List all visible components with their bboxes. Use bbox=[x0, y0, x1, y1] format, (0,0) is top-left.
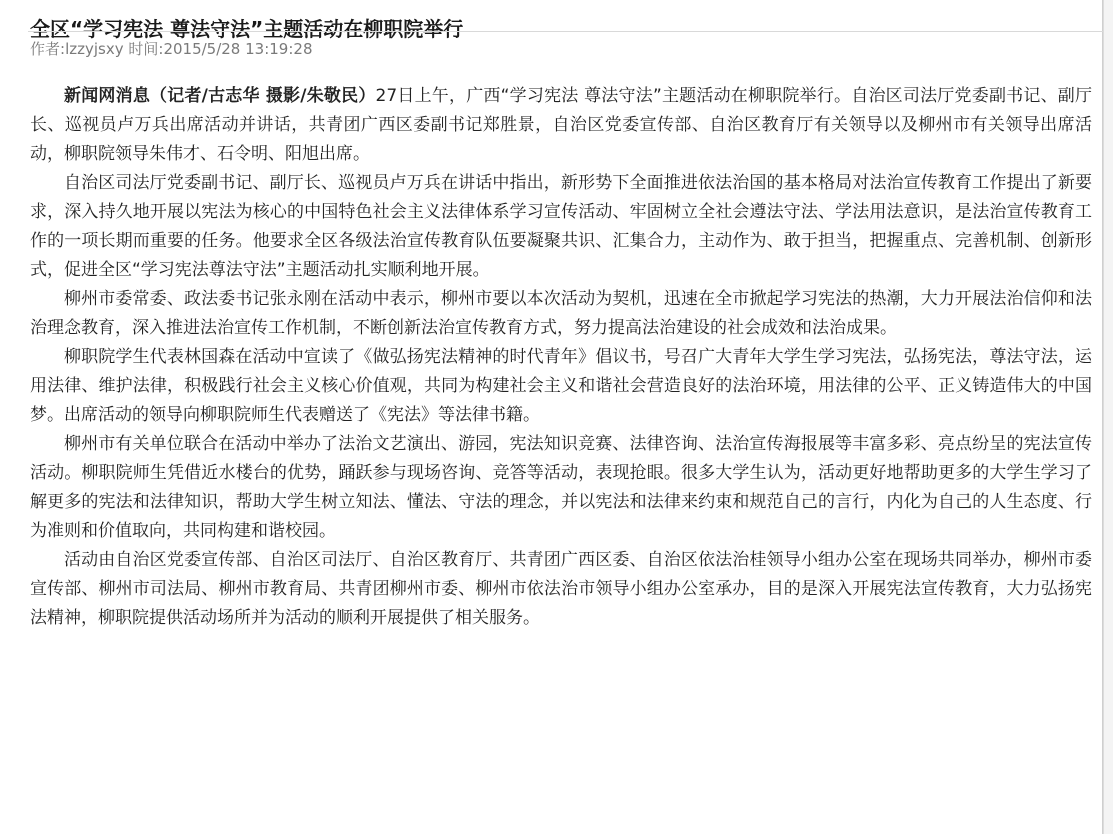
publish-time: 2015/5/28 13:19:28 bbox=[163, 40, 313, 58]
vertical-scrollbar[interactable] bbox=[1103, 0, 1113, 834]
lead-text: 27日上午，广西“学习宪法 尊法守法”主题活动在柳职院举行。自治区司法厅党委副书记、副厅长、巡视员卢万兵出席活动并讲话，共青团广西区委副书记郑胜景，自治区党委宣传部、自治区教育厅有关领导以及柳州市有关领导出席活动，柳职院领导朱伟才、石令明、阳旭出席。 bbox=[30, 86, 1092, 164]
time-label: 时间: bbox=[128, 40, 164, 58]
body-paragraph-2: 柳州市委常委、政法委书记张永刚在活动中表示，柳州市要以本次活动为契机，迅速在全市掀起学习宪法的热潮，大力开展法治信仰和法治理念教育，深入推进法治宣传工作机制，不断创新法治宣传教育方式，努力提高法治建设的社会成效和法治成果。 bbox=[30, 289, 1092, 338]
article-body bbox=[30, 82, 1092, 633]
body-paragraph-4: 柳州市有关单位联合在活动中举办了法治文艺演出、游园，宪法知识竞赛、法律咨询、法治宣传海报展等丰富多彩、亮点纷呈的宪法宣传活动。柳职院师生凭借近水楼台的优势，踊跃参与现场咨询、竞答等活动，表现抢眼。很多大学生认为，活动更好地帮助更多的大学生学习了解更多的宪法和法律知识，帮助大学生树立知法、懂法、守法的理念，并以宪法和法律来约束和规范自己的言行，内化为自己的人生态度、行为准则和价值取向，共同构建和谐校园。 bbox=[30, 434, 1092, 541]
article-meta bbox=[30, 38, 313, 60]
author-name: lzzyjsxy bbox=[65, 40, 124, 58]
lead-dateline: 新闻网消息（记者/古志华 摄影/朱敬民） bbox=[64, 86, 376, 106]
lead-paragraph bbox=[30, 82, 1092, 169]
title-divider bbox=[28, 31, 1103, 32]
article-title: 全区“学习宪法 尊法守法”主题活动在柳职院举行 bbox=[30, 17, 464, 42]
author-label: 作者: bbox=[30, 40, 66, 58]
body-paragraph-1: 自治区司法厅党委副书记、副厅长、巡视员卢万兵在讲话中指出，新形势下全面推进依法治国的基本格局对法治宣传教育工作提出了新要求，深入持久地开展以宪法为核心的中国特色社会主义法律体系学习宣传活动、牢固树立全社会遵法守法、学法用法意识，是法治宣传教育工作的一项长期而重要的任务。他要求全区各级法治宣传教育队伍要凝聚共识、汇集合力，主动作为、敢于担当，把握重点、完善机制、创新形式，促进全区“学习宪法尊法守法”主题活动扎实顺利地开展。 bbox=[30, 173, 1092, 280]
body-paragraph-5: 活动由自治区党委宣传部、自治区司法厅、自治区教育厅、共青团广西区委、自治区依法治桂领导小组办公室在现场共同举办，柳州市委宣传部、柳州市司法局、柳州市教育局、共青团柳州市委、柳州市依法治市领导小组办公室承办，目的是深入开展宪法宣传教育，大力弘扬宪法精神，柳职院提供活动场所并为活动的顺利开展提供了相关服务。 bbox=[30, 550, 1092, 628]
body-paragraph-3: 柳职院学生代表林国森在活动中宣读了《做弘扬宪法精神的时代青年》倡议书，号召广大青年大学生学习宪法，弘扬宪法，尊法守法，运用法律、维护法律，积极践行社会主义核心价值观，共同为构建社会主义和谐社会营造良好的法治环境，用法律的公平、正义铸造伟大的中国梦。出席活动的领导向柳职院师生代表赠送了《宪法》等法律书籍。 bbox=[30, 347, 1092, 425]
